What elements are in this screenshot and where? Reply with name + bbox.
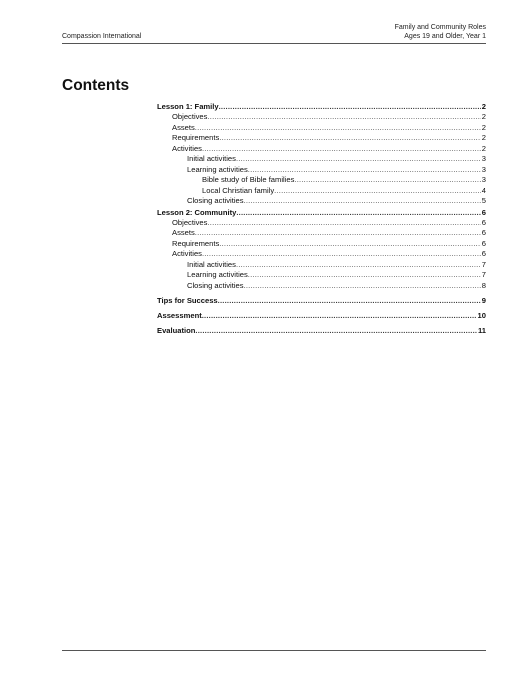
toc-entry-title: Closing activities <box>187 280 244 290</box>
footer-divider <box>62 650 486 651</box>
toc-entry-title: Assets <box>172 122 195 132</box>
toc-entry-title: Lesson 1: Family <box>157 102 219 111</box>
toc-entry[interactable] <box>157 239 486 250</box>
toc-page-number: 6 <box>481 207 486 217</box>
toc-entry-title: Assets <box>172 228 195 237</box>
toc-entry-title: Objectives <box>172 217 208 227</box>
toc-page-number: 4 <box>481 185 486 195</box>
toc-entry-title: Activities <box>172 143 202 153</box>
header-title-line-1: Family and Community Roles <box>394 24 486 31</box>
toc-dot-leader <box>202 249 481 260</box>
toc-entry-title: Learning activities <box>187 270 248 279</box>
toc-page-number: 3 <box>481 154 486 163</box>
toc-entry[interactable] <box>157 295 486 306</box>
toc-entry[interactable] <box>157 260 486 271</box>
toc-entry[interactable] <box>157 207 486 218</box>
toc-dot-leader <box>244 196 481 207</box>
toc-entry-title: Initial activities <box>187 259 236 269</box>
toc-page-number: 6 <box>481 249 486 258</box>
toc-dot-leader <box>248 165 481 176</box>
toc-entry[interactable] <box>157 325 486 336</box>
toc-entry-title: Initial activities <box>187 154 236 163</box>
toc-dot-leader <box>219 101 481 112</box>
toc-entry-title: Evaluation <box>157 326 196 335</box>
toc-entry[interactable] <box>157 196 486 207</box>
toc-page-number: 8 <box>481 280 486 290</box>
toc-dot-leader <box>274 186 481 197</box>
toc-entry[interactable] <box>157 175 486 186</box>
toc-dot-leader <box>219 133 480 144</box>
toc-entry-title: Bible study of Bible families <box>202 175 295 184</box>
toc-page-number: 2 <box>481 143 486 153</box>
header-organization: Compassion International <box>62 33 142 40</box>
toc-dot-leader <box>219 239 480 250</box>
header-document-title <box>395 23 486 41</box>
toc-entry[interactable] <box>157 249 486 260</box>
toc-dot-leader <box>195 228 481 239</box>
table-of-contents <box>157 101 486 336</box>
toc-entry[interactable] <box>157 112 486 123</box>
toc-entry-title: Requirements <box>172 133 220 142</box>
toc-dot-leader <box>236 207 480 218</box>
toc-entry[interactable] <box>157 165 486 176</box>
toc-page-number: 6 <box>481 217 486 227</box>
toc-dot-leader <box>244 281 481 292</box>
toc-page-number: 2 <box>481 102 486 111</box>
toc-page-number: 5 <box>481 196 486 205</box>
toc-dot-leader <box>202 144 481 155</box>
header-title-line-2: Ages 19 and Older, Year 1 <box>404 33 486 40</box>
toc-dot-leader <box>248 270 481 281</box>
toc-entry[interactable] <box>157 133 486 144</box>
toc-page-number: 7 <box>481 270 486 279</box>
toc-entry[interactable] <box>157 101 486 112</box>
toc-entry-title: Tips for Success <box>157 296 218 305</box>
toc-entry[interactable] <box>157 154 486 165</box>
toc-dot-leader <box>207 112 480 123</box>
toc-entry[interactable] <box>157 281 486 292</box>
toc-dot-leader <box>195 325 477 336</box>
toc-entry-title: Requirements <box>172 238 220 248</box>
toc-page-number: 3 <box>481 164 486 174</box>
toc-dot-leader <box>236 154 481 165</box>
toc-entry-title: Objectives <box>172 112 208 121</box>
toc-entry[interactable] <box>157 144 486 155</box>
toc-page-number: 2 <box>481 122 486 132</box>
toc-dot-leader <box>236 260 481 271</box>
toc-entry[interactable] <box>157 310 486 321</box>
toc-page-number: 6 <box>481 228 486 237</box>
toc-entry[interactable] <box>157 270 486 281</box>
toc-entry-title: Learning activities <box>187 164 248 174</box>
toc-dot-leader <box>294 175 480 186</box>
toc-page-number: 3 <box>481 175 486 184</box>
toc-entry[interactable] <box>157 228 486 239</box>
toc-page-number: 2 <box>481 133 486 142</box>
header-divider <box>62 43 486 44</box>
contents-heading: Contents <box>62 77 130 94</box>
toc-page-number: 6 <box>481 238 486 248</box>
toc-entry[interactable] <box>157 123 486 134</box>
toc-page-number: 10 <box>477 311 486 320</box>
toc-dot-leader <box>207 218 480 229</box>
toc-page-number: 9 <box>481 296 486 305</box>
toc-entry-title: Closing activities <box>187 196 244 205</box>
toc-entry-title: Lesson 2: Community <box>157 207 237 217</box>
toc-page-number: 11 <box>477 326 486 335</box>
toc-entry-title: Activities <box>172 249 202 258</box>
toc-page-number: 2 <box>481 112 486 121</box>
toc-dot-leader <box>202 310 477 321</box>
toc-dot-leader <box>195 123 481 134</box>
toc-entry[interactable] <box>157 186 486 197</box>
toc-dot-leader <box>218 295 481 306</box>
toc-page-number: 7 <box>481 259 486 269</box>
toc-entry[interactable] <box>157 218 486 229</box>
toc-entry-title: Assessment <box>157 311 202 320</box>
toc-entry-title: Local Christian family <box>202 185 275 195</box>
